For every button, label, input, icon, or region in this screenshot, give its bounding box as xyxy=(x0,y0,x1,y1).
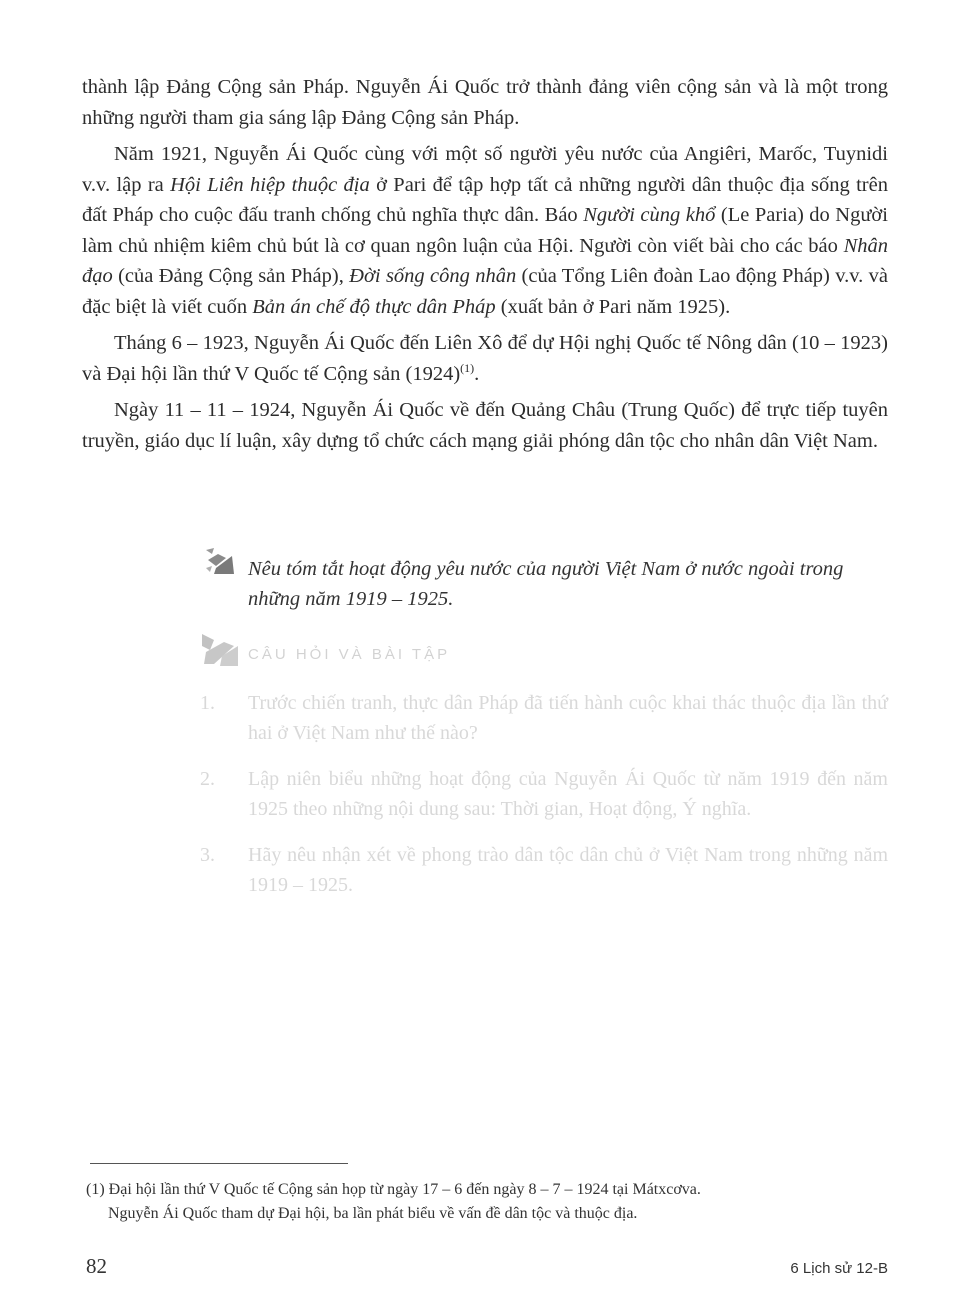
footnote-line: Nguyễn Ái Quốc tham dự Đại hội, ba lần phát biểu về vấn đề dân tộc và thuộc địa. xyxy=(108,1205,638,1222)
running-footer: 6 Lịch sử 12-B xyxy=(790,1260,888,1277)
footnote-divider xyxy=(90,1163,348,1164)
item-text: Hãy nêu nhận xét về phong trào dân tộc dân chủ ở Việt Nam trong những năm 1919 – 1925. xyxy=(248,844,888,896)
list-item xyxy=(200,764,894,824)
exercise-title: CÂU HỎI VÀ BÀI TẬP xyxy=(248,646,451,663)
italic-term: Người cùng khổ xyxy=(583,204,716,226)
item-text: Trước chiến tranh, thực dân Pháp đã tiến hành cuộc khai thác thuộc địa lần thứ hai ở Việt Nam như thế nào? xyxy=(248,692,888,744)
page-number: 82 xyxy=(86,1254,107,1278)
list-item xyxy=(200,840,894,900)
italic-term: Bản án chế độ thực dân Pháp xyxy=(252,295,496,318)
item-number: 2. xyxy=(200,768,215,790)
paragraph-1: thành lập Đảng Cộng sản Pháp. Nguyễn Ái Quốc trở thành đảng viên cộng sản và là một trong những người tham gia sáng lập Đảng Cộng sản Pháp. xyxy=(82,76,888,129)
pencil-exercise-icon xyxy=(200,632,240,668)
italic-term: Đời sống công nhân xyxy=(349,265,517,287)
list-item xyxy=(200,688,894,748)
italic-term: Nhân đạo xyxy=(82,234,888,287)
pencil-question-icon xyxy=(204,546,236,578)
exercise-list xyxy=(200,688,894,916)
item-text: Lập niên biểu những hoạt động của Nguyễn Ái Quốc từ năm 1919 đến năm 1925 theo những nội dung sau: Thời gian, Hoạt động, Ý nghĩa. xyxy=(248,768,888,820)
footnote-ref: (1) xyxy=(460,360,475,375)
item-number: 1. xyxy=(200,692,215,714)
paragraph-3: Tháng 6 – 1923, Nguyễn Ái Quốc đến Liên Xô để dự Hội nghị Quốc tế Nông dân (10 – 1923) và Đại hội lần thứ V Quốc tế Cộng sản $(1924)^{(1)}$. xyxy=(82,332,888,385)
footnote-line: (1) Đại hội lần thứ V Quốc tế Cộng sản họp từ ngày 17 – 6 đến ngày 8 – 7 – 1924 tại Mátxcơva. xyxy=(86,1181,701,1198)
question-text: Nêu tóm tắt hoạt động yêu nước của người Việt Nam ở nước ngoài trong những năm 1919 – 1925. xyxy=(248,558,844,610)
paragraph-2: Năm 1921, Nguyễn Ái Quốc cùng với một số người yêu nước của Angiêri, Marốc, Tuynidi v.v. lập ra Hội Liên hiệp thuộc địa ở Pari để tập hợp tất cả những người dân thuộc địa sống trên đất Pháp cho cuộc đấu tranh chống chủ nghĩa thực dân. Báo Người cùng khổ (Le Paria) do Người làm chủ nhiệm kiêm chủ bút là cơ quan ngôn luận của Hội. Người còn viết bài cho các báo Nhân đạo (của Đảng Cộng sản Pháp), Đời sống công nhân (của Tổng Liên đoàn Lao động Pháp) v.v. và đặc biệt là viết cuốn Bản án chế độ thực dân Pháp (xuất bản ở Pari năm 1925). xyxy=(82,143,888,318)
item-number: 3. xyxy=(200,844,215,866)
paragraph-4: Ngày 11 – 11 – 1924, Nguyễn Ái Quốc về đến Quảng Châu (Trung Quốc) để trực tiếp tuyên truyền, giáo dục lí luận, xây dựng tổ chức cách mạng giải phóng dân tộc cho nhân dân Việt Nam. xyxy=(82,399,888,452)
body-text xyxy=(82,72,888,462)
footnote xyxy=(86,1178,892,1226)
italic-term: Hội Liên hiệp thuộc địa xyxy=(170,173,370,196)
